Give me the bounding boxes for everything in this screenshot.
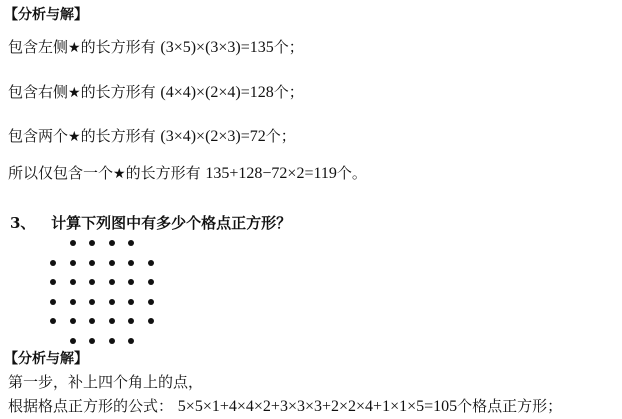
lattice-dot xyxy=(109,318,115,324)
dot-lattice-figure xyxy=(40,234,160,334)
line-middle: 的长方形有 xyxy=(80,38,156,56)
lattice-dot xyxy=(50,260,56,266)
lattice-dot xyxy=(89,240,95,246)
star-icon: ★ xyxy=(68,40,81,56)
solution-step-2 xyxy=(8,397,562,416)
unit: 个。 xyxy=(336,164,367,182)
question-number: 3、 xyxy=(10,214,36,232)
lattice-dot xyxy=(89,338,95,344)
unit: 个； xyxy=(273,38,304,56)
lattice-dot xyxy=(70,240,76,246)
lattice-dot xyxy=(128,279,134,285)
formula: 135+128−72×2=119 xyxy=(205,165,337,182)
line-prefix: 包含左侧 xyxy=(8,38,69,56)
line-prefix: 包含两个 xyxy=(8,127,69,145)
lattice-dot xyxy=(128,338,134,344)
analysis-line-1 xyxy=(8,38,304,57)
analysis-heading-1: 【分析与解】 xyxy=(4,7,88,23)
lattice-dot xyxy=(89,318,95,324)
analysis-line-3 xyxy=(8,127,296,146)
star-icon: ★ xyxy=(113,166,126,182)
lattice-dot xyxy=(70,338,76,344)
lattice-dot xyxy=(70,260,76,266)
lattice-dot xyxy=(50,279,56,285)
solution-step-1: 第一步，补上四个角上的点， xyxy=(8,373,204,391)
analysis-heading-2: 【分析与解】 xyxy=(4,351,88,367)
formula: (3×5)×(3×3)=135 xyxy=(160,39,274,56)
formula: 5×5×1+4×4×2+3×3×3+2×2×4+1×1×5=105 xyxy=(177,398,458,415)
lattice-dot xyxy=(109,260,115,266)
lattice-dot xyxy=(109,299,115,305)
formula: (4×4)×(2×4)=128 xyxy=(160,84,274,101)
line-middle: 的长方形有 xyxy=(80,127,156,145)
formula: (3×4)×(2×3)=72 xyxy=(160,128,266,145)
lattice-dot xyxy=(128,260,134,266)
star-icon: ★ xyxy=(68,129,81,145)
lattice-dot xyxy=(148,279,154,285)
question-3 xyxy=(10,214,291,232)
question-text: 计算下列图中有多少个格点正方形？ xyxy=(51,214,292,232)
lattice-dot xyxy=(148,318,154,324)
lattice-dot xyxy=(70,279,76,285)
lattice-dot xyxy=(50,299,56,305)
lattice-dot xyxy=(50,318,56,324)
lattice-dot xyxy=(70,318,76,324)
unit: 个格点正方形； xyxy=(457,397,563,415)
lattice-dot xyxy=(89,299,95,305)
star-icon: ★ xyxy=(68,85,81,101)
lattice-dot xyxy=(128,240,134,246)
line-prefix: 包含右侧 xyxy=(8,83,69,101)
analysis-line-2 xyxy=(8,83,304,102)
lattice-dot xyxy=(109,240,115,246)
lattice-dot xyxy=(109,338,115,344)
lattice-dot xyxy=(148,299,154,305)
lattice-dot xyxy=(148,260,154,266)
lattice-dot xyxy=(109,279,115,285)
lattice-dot xyxy=(89,260,95,266)
lattice-dot xyxy=(128,299,134,305)
formula-intro: 根据格点正方形的公式： xyxy=(8,397,174,415)
lattice-dot xyxy=(70,299,76,305)
analysis-line-4 xyxy=(8,164,367,183)
line-prefix: 所以仅包含一个 xyxy=(8,164,114,182)
lattice-dot xyxy=(89,279,95,285)
unit: 个； xyxy=(273,83,304,101)
unit: 个； xyxy=(265,127,296,145)
line-middle: 的长方形有 xyxy=(125,164,201,182)
line-middle: 的长方形有 xyxy=(80,83,156,101)
lattice-dot xyxy=(128,318,134,324)
